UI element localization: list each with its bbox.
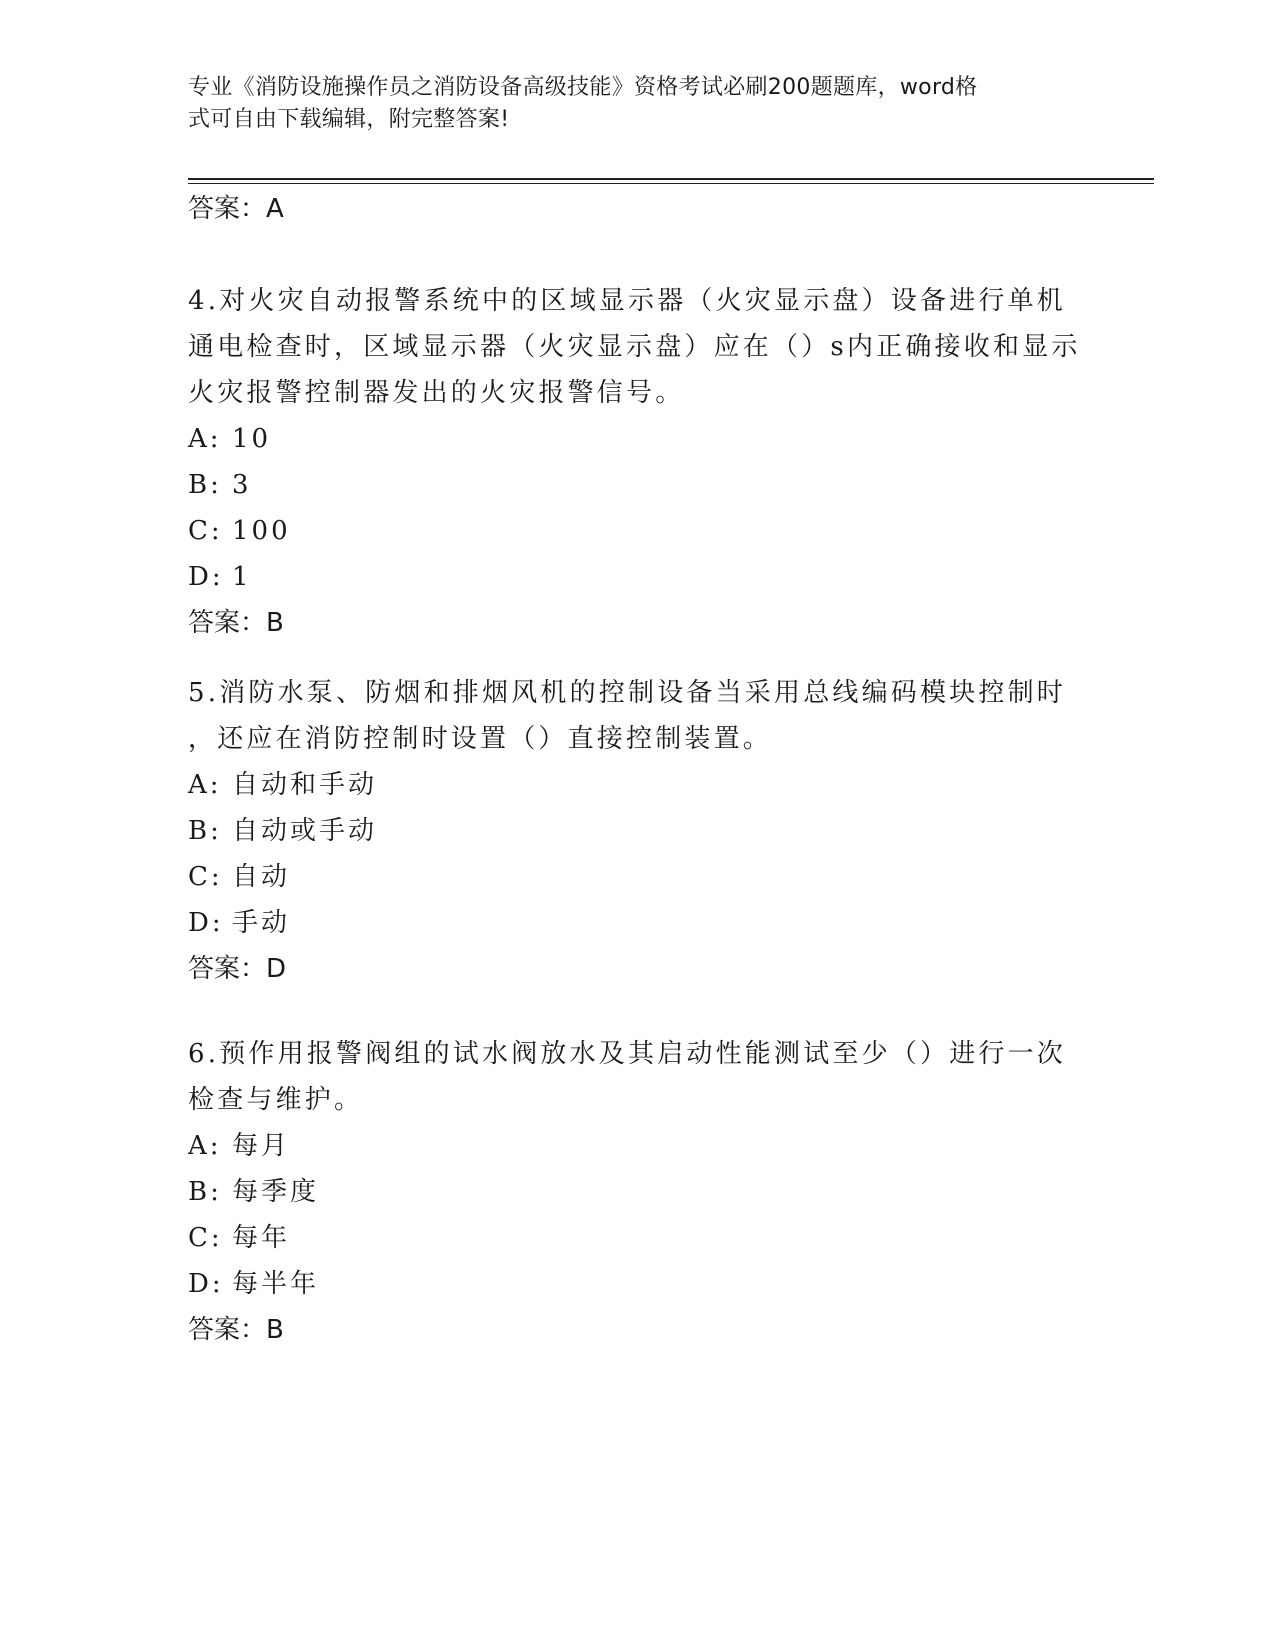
answer-q3: 答案：A [188,194,284,224]
option-letter: A: [188,424,222,454]
option-text: 自动 [232,862,291,892]
option-text: 每月 [232,1131,291,1161]
question-4-option-a [188,416,1088,462]
option-text: 自动或手动 [232,816,378,846]
option-text: 1 [232,562,252,592]
question-5-option-b [188,808,1088,854]
question-5-option-d [188,900,1088,946]
option-letter: B: [188,470,222,500]
option-text: 每年 [232,1223,291,1253]
question-4-option-c [188,508,1088,554]
option-letter: D: [188,562,224,592]
option-text: 每季度 [232,1177,320,1207]
question-6-option-c [188,1215,1088,1261]
question-6-option-b [188,1169,1088,1215]
option-letter: C: [188,862,223,892]
question-4-option-d [188,554,1088,600]
option-text: 手动 [232,908,291,938]
header-divider-thin [188,183,1154,184]
question-6-text [188,1031,1088,1123]
answer-q5: 答案：D [188,954,287,984]
question-6-option-d [188,1261,1088,1307]
question-4 [188,278,1088,646]
question-4-line-2: 通电检查时，区域显示器（火灾显示盘）应在（）s内正确接收和显示 [188,332,1081,362]
header-divider-thick [188,178,1154,180]
option-letter: D: [188,908,224,938]
question-5-option-a [188,762,1088,808]
question-4-option-b [188,462,1088,508]
option-letter: C: [188,1223,223,1253]
question-5-text [188,670,1088,762]
option-text: 自动和手动 [232,770,378,800]
answer-q6: 答案：B [188,1315,284,1345]
header-line-1: 专业《消防设施操作员之消防设备高级技能》资格考试必刷200题题库，word格 [188,75,978,100]
option-text: 100 [232,516,291,546]
option-letter: A: [188,770,222,800]
question-5-line-2: ，还应在消防控制时设置（）直接控制装置。 [188,724,773,754]
question-6-option-a [188,1123,1088,1169]
question-4-line-3: 火灾报警控制器发出的火灾报警信号。 [188,378,685,408]
answer-q4: 答案：B [188,608,284,638]
option-text: 每半年 [232,1269,320,1299]
option-text: 3 [232,470,252,500]
option-letter: A: [188,1131,222,1161]
option-letter: B: [188,1177,222,1207]
option-letter: D: [188,1269,224,1299]
question-6-line-2: 检查与维护。 [188,1085,364,1115]
question-5 [188,670,1088,992]
page-header [188,72,1068,136]
question-5-line-1: 5.消防水泵、防烟和排烟风机的控制设备当采用总线编码模块控制时 [188,678,1067,708]
question-6-line-1: 6.预作用报警阀组的试水阀放水及其启动性能测试至少（）进行一次 [188,1039,1067,1069]
question-6 [188,1031,1088,1353]
question-4-text [188,278,1088,416]
option-letter: B: [188,816,222,846]
option-letter: C: [188,516,223,546]
question-5-option-c [188,854,1088,900]
answer-block-q3 [188,186,1088,232]
question-4-line-1: 4.对火灾自动报警系统中的区域显示器（火灾显示盘）设备进行单机 [188,286,1067,316]
option-text: 10 [232,424,272,454]
header-line-2: 式可自由下载编辑，附完整答案! [188,107,510,132]
